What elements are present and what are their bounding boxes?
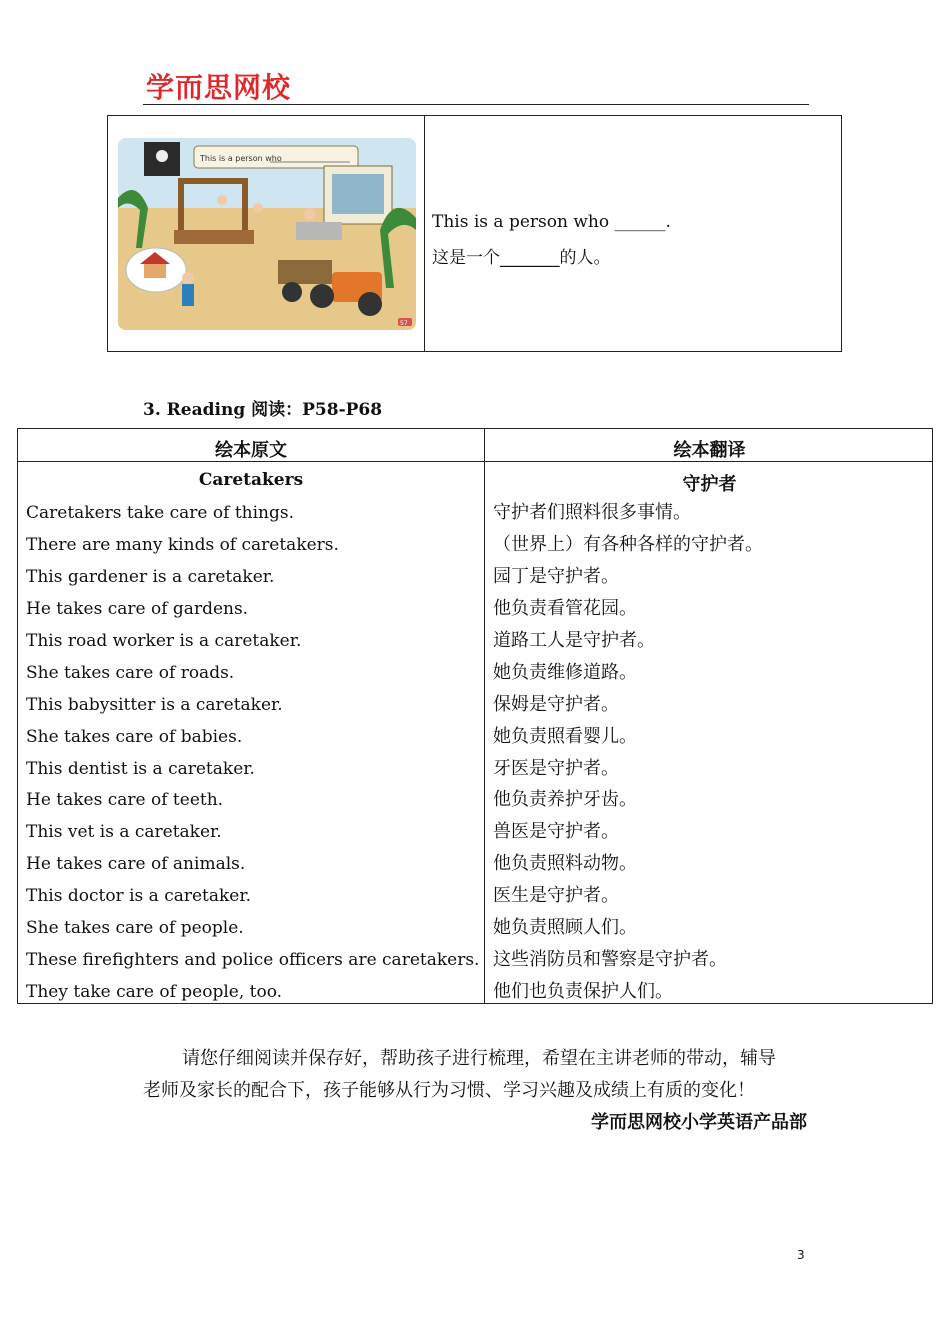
closing-paragraph-line-1: 请您仔细阅读并保存好，帮助孩子进行梳理，希望在主讲老师的带动，辅导 [182, 1048, 776, 1069]
english-line: These firefighters and police officers are caretakers. [26, 950, 480, 971]
illustration-scene [118, 138, 416, 330]
chinese-line: 他们也负责保护人们。 [493, 981, 673, 1003]
header-original-text: 绘本原文 [215, 440, 287, 461]
reading-column-divider [484, 429, 485, 1003]
english-line: He takes care of teeth. [26, 790, 224, 811]
chinese-line: 这些消防员和警察是守护者。 [493, 949, 727, 971]
fill-in-prompt-chinese: 这是一个_______的人。 [432, 248, 611, 268]
workbench [296, 222, 342, 240]
chinese-line: 守护者们照料很多事情。 [493, 502, 691, 523]
english-line: They take care of people, too. [26, 982, 283, 1003]
chinese-line: 道路工人是守护者。 [493, 629, 655, 651]
english-line: She takes care of people. [26, 918, 244, 939]
boy-head [182, 272, 194, 284]
exercise-table [107, 115, 842, 352]
stage-roof [178, 178, 248, 184]
closing-signature: 学而思网校小学英语产品部 [591, 1112, 807, 1133]
person-2 [253, 203, 263, 213]
wheel-1 [282, 282, 302, 302]
caption-text: This is a person who [200, 154, 282, 163]
english-line: This vet is a caretaker. [26, 822, 222, 843]
person-1 [217, 195, 227, 205]
chef-head [304, 208, 316, 220]
table-column-divider [424, 116, 425, 351]
english-line: She takes care of roads. [26, 662, 235, 683]
chinese-line: 保姆是守护者。 [493, 693, 619, 715]
chinese-lines [493, 501, 763, 1012]
chinese-line: 她负责照看婴儿。 [493, 725, 637, 747]
chinese-line: 他负责照料动物。 [493, 853, 637, 875]
english-line: This gardener is a caretaker. [26, 566, 275, 587]
header-divider [143, 104, 809, 105]
chinese-line: 他负责看管花园。 [493, 597, 637, 619]
boy-body [182, 284, 194, 306]
chinese-line: 他负责养护牙齿。 [493, 789, 637, 811]
english-line: This road worker is a caretaker. [26, 630, 302, 651]
chinese-line: 她负责维修道路。 [493, 661, 637, 683]
story-title-english: Caretakers [198, 470, 304, 490]
english-line: He takes care of animals. [26, 854, 246, 875]
english-line: She takes care of babies. [26, 726, 243, 747]
wheel-2 [310, 284, 334, 308]
stage-post-left [178, 184, 184, 236]
chinese-line: （世界上）有各种各样的守护者。 [493, 533, 763, 555]
stage-post-right [242, 184, 248, 236]
english-line: This doctor is a caretaker. [26, 886, 252, 907]
chinese-line: 她负责照顾人们。 [493, 917, 637, 939]
header-translation: 绘本翻译 [673, 440, 746, 461]
skull-emblem [156, 150, 168, 162]
house-icon [144, 262, 166, 278]
english-lines [26, 501, 479, 1012]
chinese-line: 园丁是守护者。 [493, 565, 619, 587]
english-line: There are many kinds of caretakers. [26, 534, 339, 555]
brand-logo: 学而思网校 [146, 71, 292, 104]
english-line: This dentist is a caretaker. [26, 758, 255, 779]
page-number: 3 [797, 1248, 805, 1262]
closing-paragraph-line-2: 老师及家长的配合下，孩子能够从行为习惯、学习兴趣及成绩上有质的变化！ [143, 1080, 755, 1101]
english-line: He takes care of gardens. [26, 598, 249, 619]
stage-floor [174, 230, 254, 244]
storybook-illustration [118, 138, 416, 330]
chinese-line: 牙医是守护者。 [493, 757, 619, 779]
wheel-3 [358, 292, 382, 316]
page-badge-number: 57 [400, 320, 408, 327]
reading-table [17, 428, 933, 1004]
english-line: Caretakers take care of things. [26, 503, 294, 523]
screen-picture [332, 174, 384, 214]
chinese-line: 医生是守护者。 [493, 885, 619, 907]
trailer [278, 260, 332, 284]
chinese-line: 兽医是守护者。 [493, 821, 619, 843]
english-line: This babysitter is a caretaker. [26, 694, 283, 715]
fill-in-prompt-english: This is a person who ______. [432, 212, 671, 232]
story-title-chinese: 守护者 [682, 474, 737, 495]
section-title: 3. Reading 阅读：P58-P68 [143, 400, 383, 420]
